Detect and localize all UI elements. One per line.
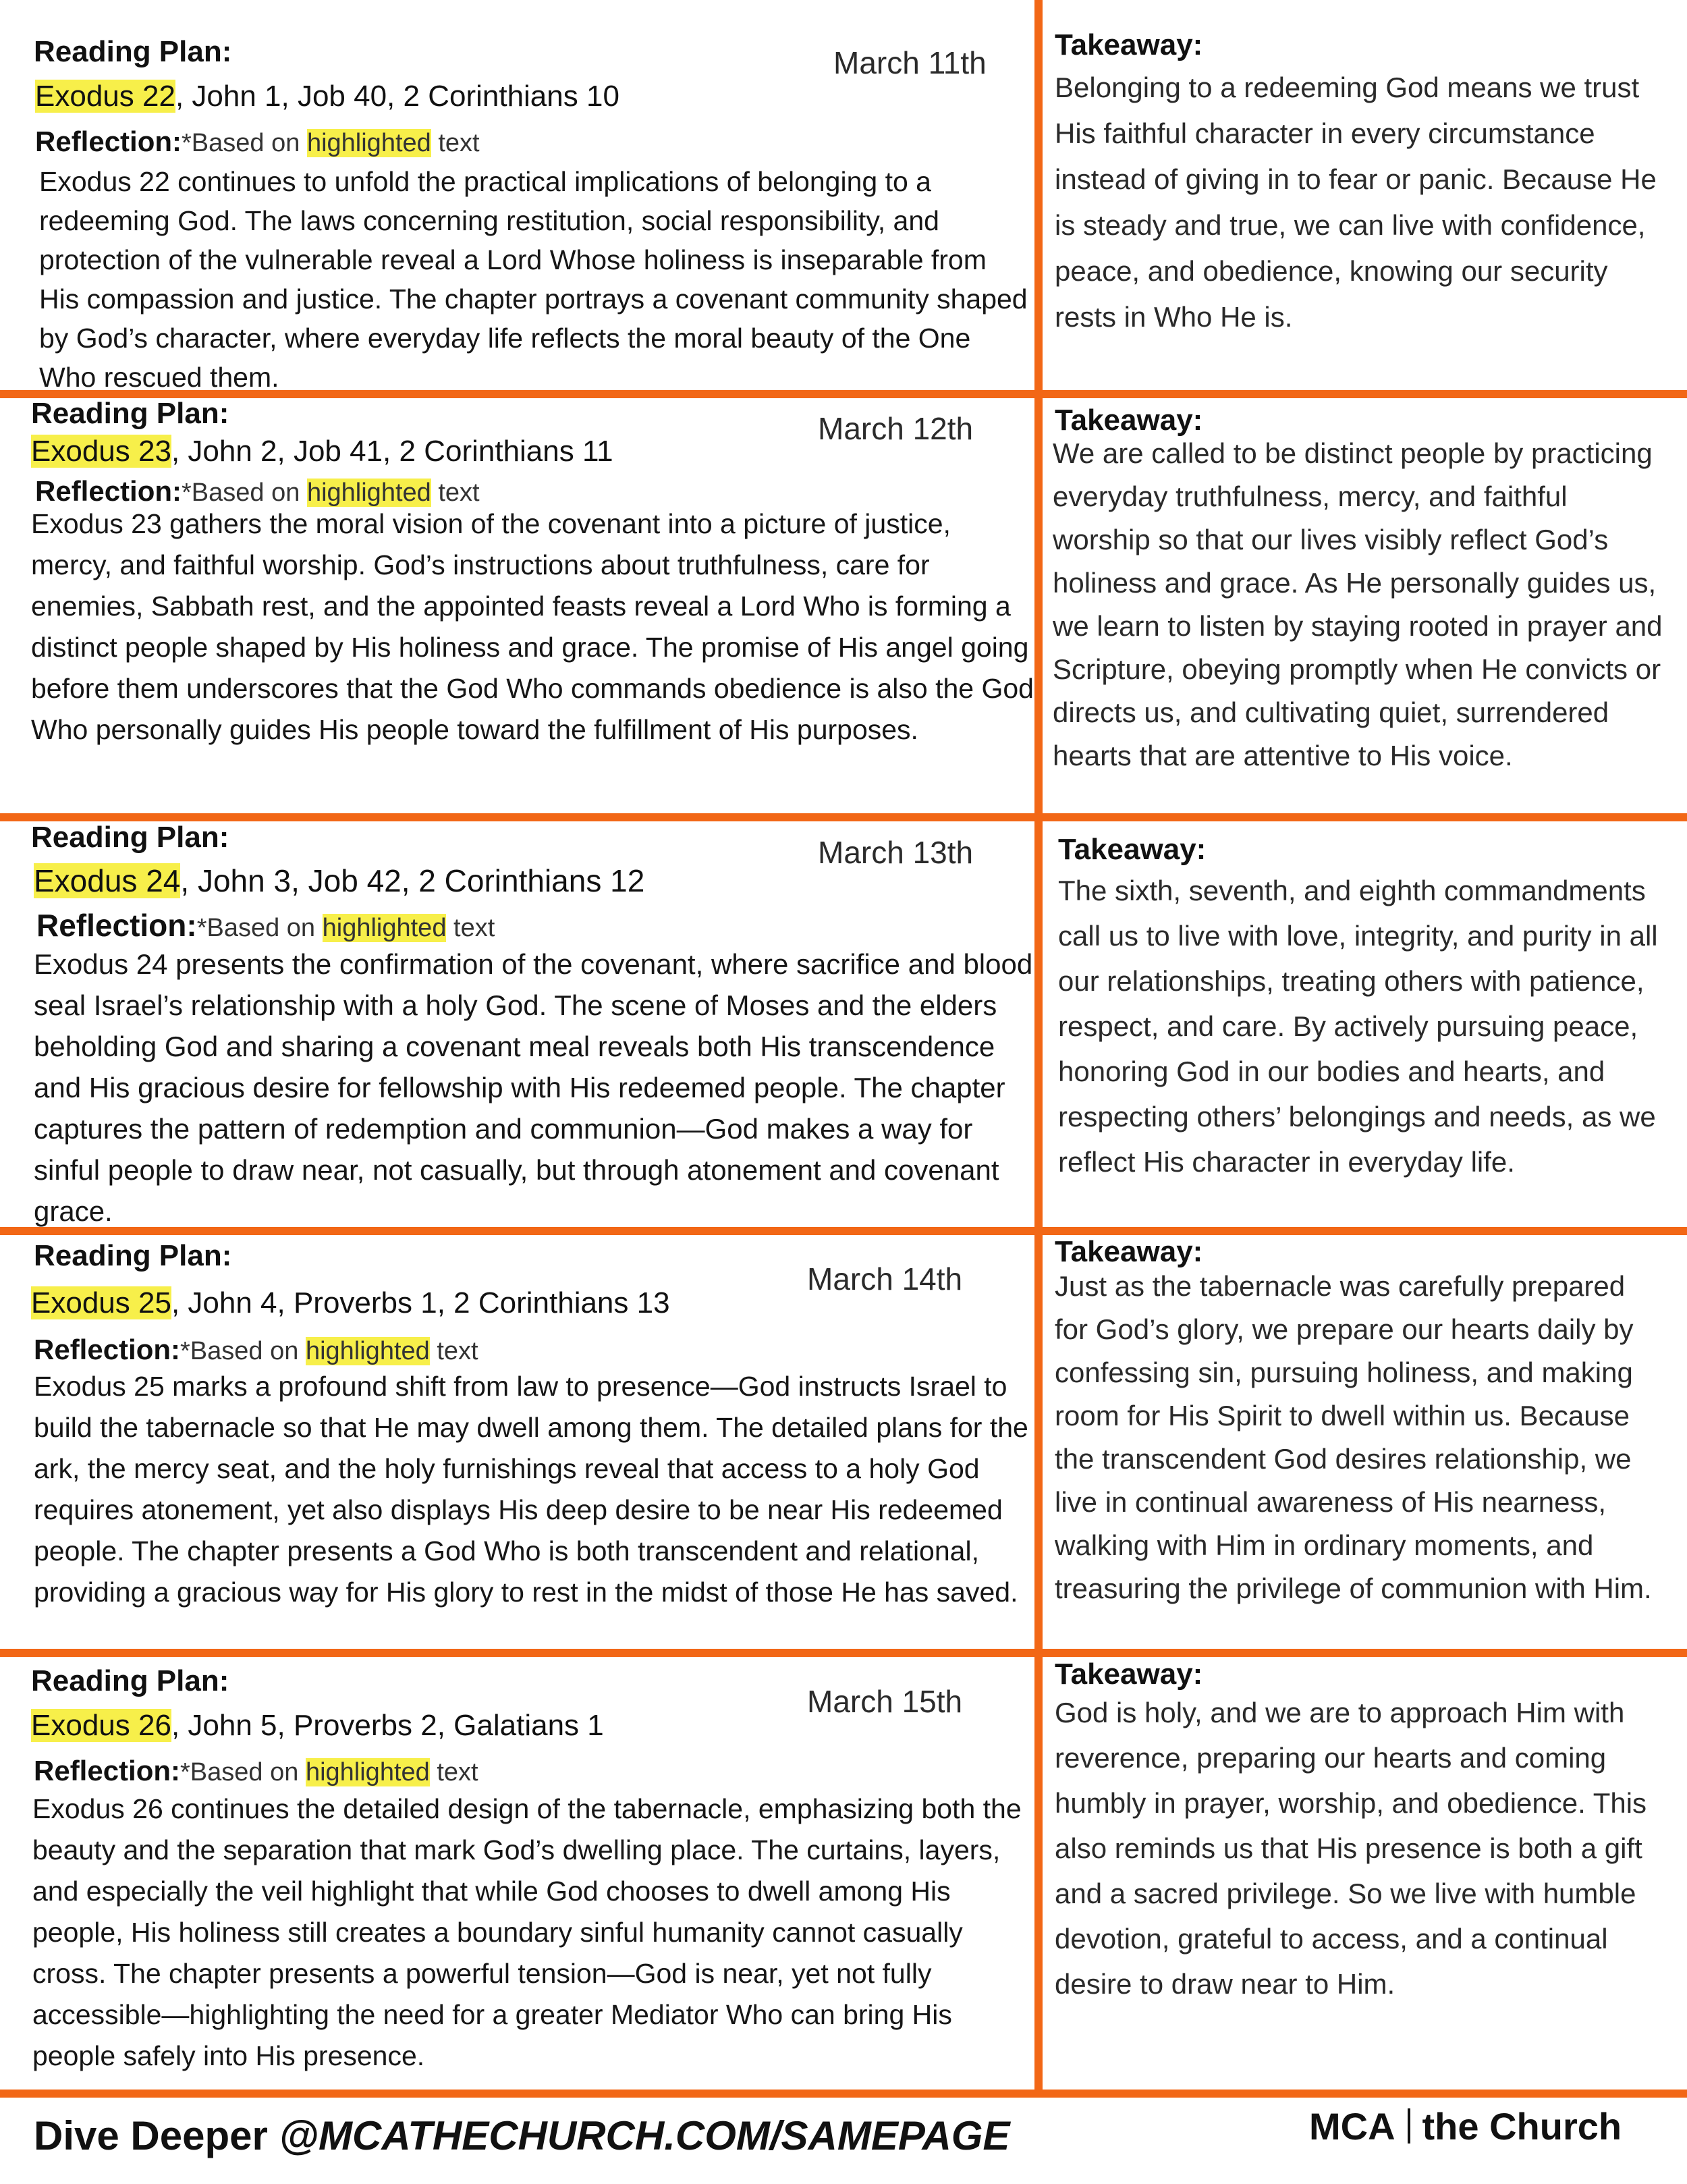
reflection-label: Reflection: [34, 1755, 181, 1786]
reading-references [31, 1286, 670, 1320]
reflection-text: Exodus 24 presents the confirmation of the covenant, where sacrifice and blood seal Israel’s relationship with a holy God. The scene of Moses and the elders beholding God and sharing a covenant meal reveals both His transcendence and His gracious desire for fellowship with His redeemed people. The chapter captures the pattern of redemption and communion—God makes a way for sinful people to draw near, not casually, but through atonement and covenant grace. [34, 948, 1033, 1227]
entry-date: March 15th [807, 1684, 963, 1719]
reflection-text: Exodus 25 marks a profound shift from law to presence—God instructs Israel to build the tabernacle so that He may dwell among them. The detailed plans for the ark, the mercy seat, and the holy furnishings reveal that access to a holy God requires atonement, yet also displays His deep desire to be near His redeemed people. The chapter presents a God Who is both transcendent and relational, providing a gracious way for His glory to rest in the midst of those He has saved. [34, 1371, 1028, 1608]
takeaway-label: Takeaway: [1055, 1235, 1203, 1268]
reading-plan-label: Reading Plan: [34, 35, 232, 68]
reading-plan-label: Reading Plan: [31, 397, 229, 430]
reflection-label: Reflection: [35, 126, 182, 157]
footer-url[interactable]: @MCATHECHURCH.COM/SAMEPAGE [279, 2113, 1010, 2158]
reflection-heading: Reflection:*Based on highlighted text [36, 908, 495, 943]
reading-references [31, 1709, 604, 1743]
other-references: , John 5, Proverbs 2, Galatians 1 [171, 1709, 604, 1742]
brand-the-church: the Church [1422, 2105, 1622, 2148]
other-references: , John 1, Job 40, 2 Corinthians 10 [175, 80, 619, 113]
other-references: , John 2, Job 41, 2 Corinthians 11 [171, 435, 613, 468]
takeaway-label: Takeaway: [1055, 1658, 1203, 1691]
reflection-heading: Reflection:*Based on highlighted text [35, 475, 480, 507]
entry-date: March 13th [818, 835, 974, 870]
takeaway-label: Takeaway: [1058, 833, 1207, 866]
reflection-label: Reflection: [36, 908, 197, 943]
reflection-text: Exodus 26 continues the detailed design of the tabernacle, emphasizing both the beauty and the separation that mark God’s dwelling place. The curtains, layers, and especially the veil highlight that while God chooses to dwell among His people, His holiness still creates a boundary sinful humanity cannot casually cross. The chapter presents a powerful tension—God is near, yet not fully accessible—highlighting the need for a greater Mediator Who can bring His people safely into His presence. [32, 1793, 1022, 2071]
entry-date: March 12th [818, 411, 974, 446]
row-divider-5 [0, 2090, 1687, 2098]
entry-date: March 11th [833, 45, 987, 80]
reflection-heading: Reflection:*Based on highlighted text [35, 126, 480, 157]
highlighted-reference: Exodus 26 [31, 1709, 171, 1742]
takeaway-label: Takeaway: [1055, 28, 1203, 61]
brand-mca: MCA [1309, 2105, 1395, 2148]
highlighted-reference: Exodus 25 [31, 1286, 171, 1319]
reading-references [31, 435, 613, 468]
takeaway-text: The sixth, seventh, and eighth commandments call us to live with love, integrity, and purity in all our relationships, treating others with patience, respect, and care. By actively pursuing peace, honoring God in our bodies and hearts, and respecting others’ belongings and needs, as we reflect His character in everyday life. [1058, 875, 1658, 1178]
reflection-heading: Reflection:*Based on highlighted text [34, 1334, 478, 1365]
takeaway-text: Just as the tabernacle was carefully prepared for God’s glory, we prepare our hearts daily by confessing sin, pursuing holiness, and making room for His Spirit to dwell within us. Because the transcendent God desires relationship, we live in continual awareness of His nearness, walking with Him in ordinary moments, and treasuring the privilege of communion with Him. [1055, 1270, 1652, 1604]
highlighted-reference: Exodus 22 [35, 80, 175, 113]
reading-plan-label: Reading Plan: [31, 821, 229, 854]
reading-references [35, 80, 619, 113]
other-references: , John 3, Job 42, 2 Corinthians 12 [180, 863, 645, 898]
brand-separator [1408, 2108, 1410, 2144]
takeaway-label: Takeaway: [1055, 404, 1203, 437]
reading-plan-label: Reading Plan: [34, 1239, 232, 1272]
entry-date: March 14th [807, 1261, 963, 1296]
dive-deeper-label: Dive Deeper [34, 2113, 268, 2158]
highlighted-reference: Exodus 24 [34, 863, 181, 898]
reflection-label: Reflection: [34, 1334, 181, 1365]
dive-deeper-link[interactable] [34, 2112, 1010, 2159]
highlighted-reference: Exodus 23 [31, 435, 171, 468]
reading-references [34, 863, 644, 899]
takeaway-text: We are called to be distinct people by practicing everyday truthfulness, mercy, and faithful worship so that our lives visibly reflect God’s holiness and grace. As He personally guides us, we learn to listen by staying rooted in prayer and Scripture, obeying promptly when He convicts or directs us, and cultivating quiet, surrendered hearts that are attentive to His voice. [1053, 437, 1663, 771]
reflection-label: Reflection: [35, 475, 182, 507]
row-divider-4 [0, 1649, 1687, 1657]
brand-logo [1309, 2104, 1622, 2148]
reading-plan-label: Reading Plan: [31, 1664, 229, 1697]
row-divider-2 [0, 813, 1687, 821]
reflection-text: Exodus 22 continues to unfold the practical implications of belonging to a redeeming God. The laws concerning restitution, social responsibility, and protection of the vulnerable reveal a Lord Whose holiness is inseparable from His compassion and justice. The chapter portrays a covenant community shaped by God’s character, where everyday life reflects the moral beauty of the One Who rescued them. [39, 166, 1028, 393]
takeaway-text: Belonging to a redeeming God means we trust His faithful character in every circumstance instead of giving in to fear or panic. Because He is steady and true, we can live with confidence, peace, and obedience, knowing our security rests in Who He is. [1055, 72, 1657, 333]
other-references: , John 4, Proverbs 1, 2 Corinthians 13 [171, 1286, 670, 1319]
takeaway-text: God is holy, and we are to approach Him with reverence, preparing our hearts and coming humbly in prayer, worship, and obedience. This also reminds us that His presence is both a gift and a sacred privilege. So we live with humble devotion, grateful to access, and a continual desire to draw near to Him. [1055, 1697, 1647, 2000]
reflection-text: Exodus 23 gathers the moral vision of the covenant into a picture of justice, mercy, and faithful worship. God’s instructions about truthfulness, care for enemies, Sabbath rest, and the appointed feasts reveal a Lord Who is forming a distinct people shaped by His holiness and grace. The promise of His angel going before them underscores that the God Who commands obedience is also the God Who personally guides His people toward the fulfillment of His purposes. [31, 508, 1034, 745]
reflection-heading: Reflection:*Based on highlighted text [34, 1755, 478, 1786]
